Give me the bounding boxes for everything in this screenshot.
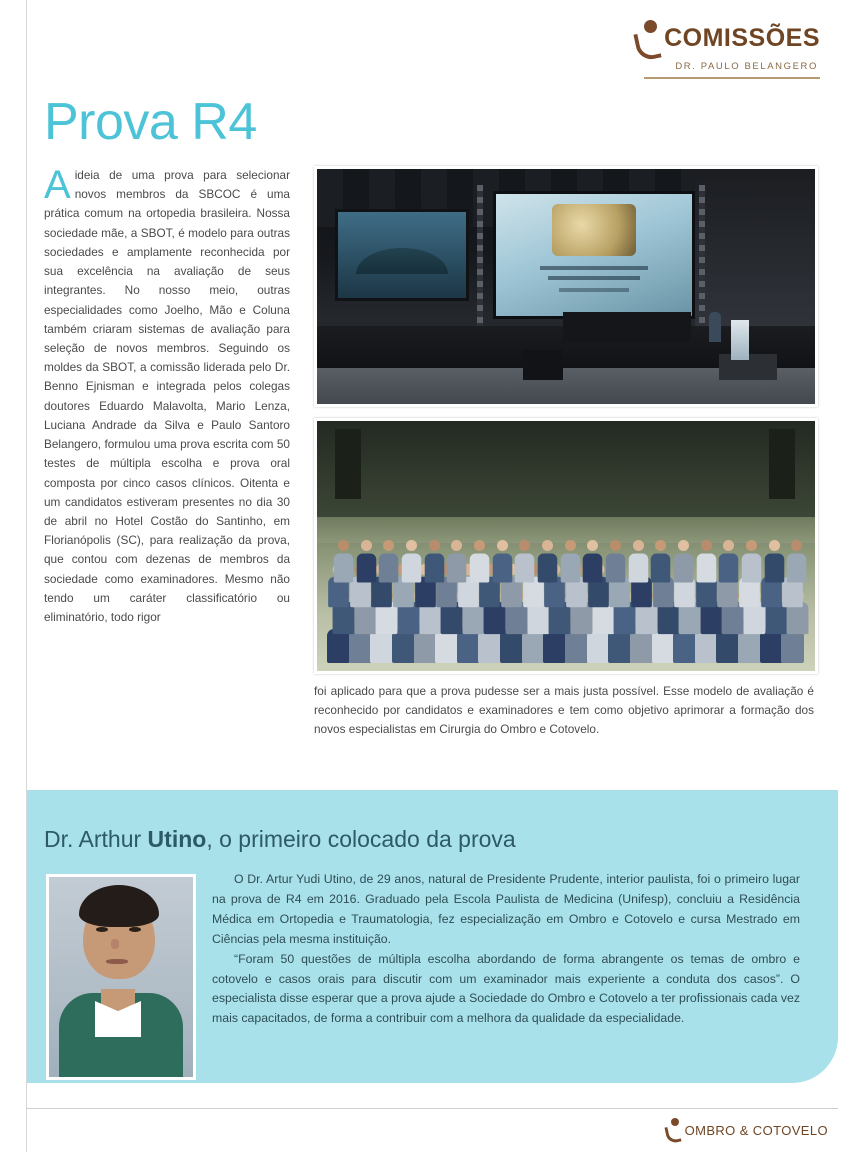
crowd-figure-head — [542, 540, 553, 551]
crowd-figure-head — [406, 540, 417, 551]
drop-cap: A — [44, 163, 71, 207]
crowd-figure — [787, 554, 807, 583]
panel-title-suffix: , o primeiro colocado da prova — [206, 826, 516, 852]
article-right-column: foi aplicado para que a prova pudesse ser a mais justa possível. Esse modelo de avaliação é reconhecido por candidatos e examinadores e tem como objetivo aprimorar a formação dos novos especialistas em Cirurgia do Ombro e Cotovelo. — [314, 684, 814, 737]
bottom-margin-rule — [26, 1108, 838, 1109]
crowd-figure-head — [497, 540, 508, 551]
header-title: COMISSÕES — [664, 23, 820, 52]
crowd-figure-head — [429, 540, 440, 551]
panel-title-prefix: Dr. Arthur — [44, 826, 148, 852]
crowd-figure — [492, 554, 512, 583]
panel-paragraph-2: “Foram 50 questões de múltipla escolha abordando de forma abrangente os temas de ombro e cotovelo e casos orais para discutir com um examinador mais experiente a conduta dos casos”. O especialista disse esperar que a prova ajude a Sociedade do Ombro e Cotovelo a ter profissionais cada vez mais capacitados, de forma a contribuir com a melhora da qualidade da especialidade. — [212, 951, 800, 1026]
crowd-figure-head — [655, 540, 666, 551]
footer-hook-icon — [665, 1118, 682, 1142]
group-photo — [314, 418, 818, 674]
crowd-figure-head — [451, 540, 462, 551]
crowd-figure-head — [610, 540, 621, 551]
crowd-figure — [334, 554, 354, 583]
crowd-figure-head — [791, 540, 802, 551]
crowd-figure-head — [565, 540, 576, 551]
crowd-figure — [764, 554, 784, 583]
crowd-figure-head — [746, 540, 757, 551]
header-logo-row — [632, 18, 820, 58]
portrait-photo — [46, 874, 196, 1080]
crowd-figure-head — [587, 540, 598, 551]
crowd-figure — [402, 554, 422, 583]
hook-logo-icon — [632, 18, 662, 58]
crowd-figure — [424, 554, 444, 583]
crowd-figure — [447, 554, 467, 583]
header-subtitle: DR. PAULO BELANGERO — [675, 61, 818, 72]
crowd-figure — [356, 554, 376, 583]
crowd-figure-head — [769, 540, 780, 551]
crowd-figure — [470, 554, 490, 583]
crowd-figure-head — [633, 540, 644, 551]
crowd-figure-head — [701, 540, 712, 551]
crowd-figure — [538, 554, 558, 583]
auditorium-photo — [314, 166, 818, 407]
crowd-figure — [719, 554, 739, 583]
crowd-figure-head — [474, 540, 485, 551]
page-title: Prova R4 — [44, 93, 257, 151]
crowd-figure-head — [338, 540, 349, 551]
crowd-figure-head — [383, 540, 394, 551]
panel-body — [212, 870, 800, 1029]
crowd-figure-head — [723, 540, 734, 551]
crowd-figure — [696, 554, 716, 583]
panel-title-emphasis: Utino — [147, 826, 207, 852]
highlight-panel — [27, 790, 838, 1083]
header-divider — [644, 77, 820, 79]
footer-text: OMBRO & COTOVELO — [684, 1122, 828, 1138]
article-left-text: ideia de uma prova para selecionar novos membros da SBCOC é uma prática comum na ortopedia brasileira. Nossa sociedade mãe, a SBOT, é modelo para outras sociedades e amplamente reconhecida por sua excelência na avaliação de seus integrantes. No nosso meio, outras especialidades como Joelho, Mão e Coluna também criaram sistemas de avaliação para seleção de novos membros. Seguindo os moldes da SBOT, a comissão liderada pelo Dr. Benno Ejnisman e integrada pelos colegas doutores Eduardo Malavolta, Mario Lenza, Luciana Andrade da Silva e Paulo Santoro Belangero, formulou uma prova escrita com 50 testes de múltipla escolha e prova oral composta por cinco casos clínicos. Oitenta e um candidatos estiveram presentes no dia 30 de abril no Hotel Costão do Santinho, em Florianópolis (SC), para realização da prova, que contou com dezenas de membros da sociedade como examinadores. Mesmo não tendo um caráter classificatório ou eliminatório, todo rigor — [44, 168, 290, 625]
crowd-figure-head — [361, 540, 372, 551]
crowd-figure — [742, 554, 762, 583]
crowd-figure — [628, 554, 648, 583]
crowd-figure — [651, 554, 671, 583]
crowd-figure — [674, 554, 694, 583]
crowd-figure — [515, 554, 535, 583]
crowd-figure-head — [678, 540, 689, 551]
crowd-figure — [583, 554, 603, 583]
crowd-figure — [560, 554, 580, 583]
page-footer — [665, 1118, 828, 1142]
article-left-column — [44, 163, 290, 627]
page-header — [632, 18, 820, 79]
crowd-figure — [606, 554, 626, 583]
panel-title — [44, 826, 516, 853]
crowd-figure-head — [519, 540, 530, 551]
panel-paragraph-1: O Dr. Artur Yudi Utino, de 29 anos, natural de Presidente Prudente, interior paulista, foi o primeiro lugar na prova de R4 em 2016. Graduado pela Escola Paulista de Medicina (Unifesp), concluiu a Residência Médica em Ortopedia e Traumatologia, fez especialização em Ombro e Cotovelo e cursa Mestrado em Ciências pela mesma instituição. — [212, 872, 800, 946]
crowd-figure — [379, 554, 399, 583]
